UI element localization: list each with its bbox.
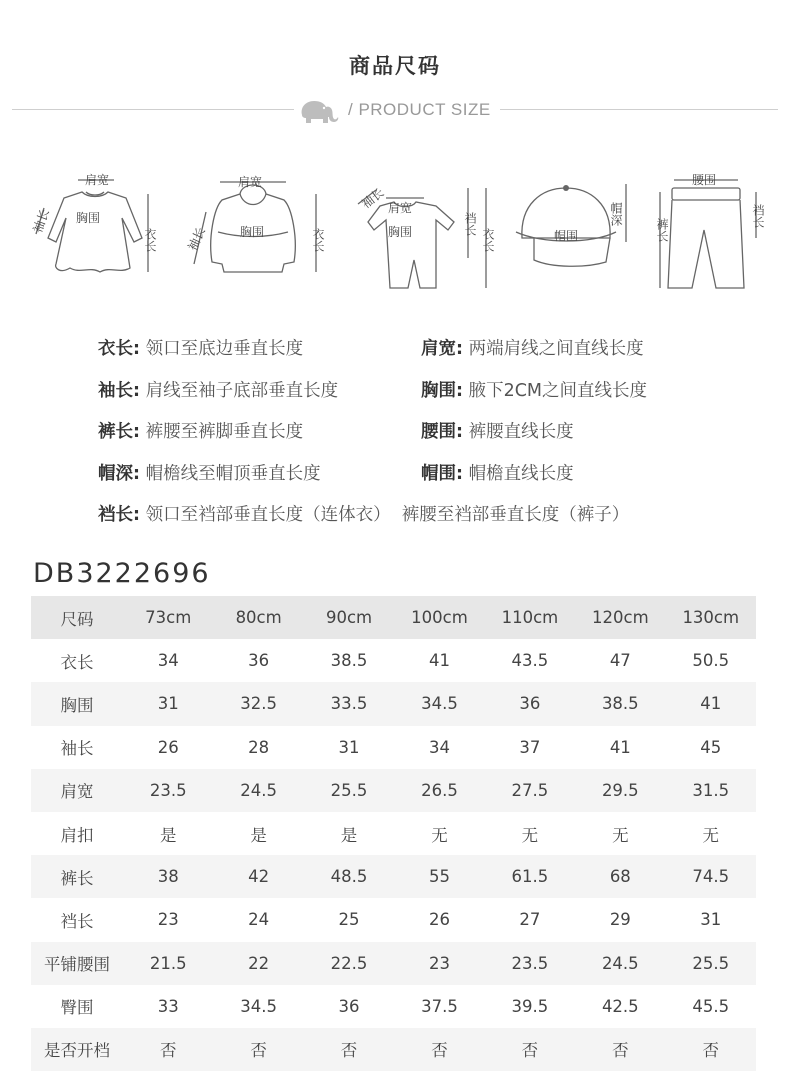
table-cell: 34 bbox=[157, 651, 179, 671]
table-cell: 无 bbox=[702, 825, 720, 845]
table-cell: 47 bbox=[609, 651, 631, 671]
dress-sleeve-label: 袖长 bbox=[30, 207, 52, 235]
garment-diagrams bbox=[20, 168, 780, 298]
cap-diagram bbox=[512, 168, 642, 288]
table-cell: 38.5 bbox=[601, 694, 639, 714]
table-cell: 50.5 bbox=[692, 651, 730, 671]
row-label: 肩扣 bbox=[60, 825, 94, 845]
subtitle-row bbox=[0, 95, 790, 125]
row-label: 是否开档 bbox=[44, 1041, 110, 1061]
table-cell: 25.5 bbox=[330, 780, 368, 800]
definition-row bbox=[98, 377, 778, 419]
table-cell: 26 bbox=[157, 737, 179, 757]
table-cell: 无 bbox=[521, 825, 539, 845]
table-cell: 37 bbox=[519, 737, 541, 757]
table-cell: 是 bbox=[250, 825, 267, 845]
measurement-definitions bbox=[98, 335, 778, 543]
table-cell: 29 bbox=[609, 910, 631, 930]
table-cell: 否 bbox=[431, 1041, 448, 1061]
cap-svg bbox=[512, 168, 642, 288]
table-cell: 否 bbox=[340, 1041, 358, 1061]
definition-item: 裤长: 裤腰至裤脚垂直长度 bbox=[98, 422, 304, 442]
table-cell: 42 bbox=[248, 867, 270, 887]
definition-item: 肩宽: 两端肩线之间直线长度 bbox=[421, 339, 644, 359]
table-cell: 否 bbox=[159, 1041, 177, 1061]
dress-diagram bbox=[30, 168, 165, 288]
divider-right bbox=[500, 109, 778, 110]
table-cell: 无 bbox=[431, 825, 448, 845]
table-cell: 26.5 bbox=[421, 780, 458, 800]
table-cell: 61.5 bbox=[511, 867, 549, 887]
elephant-icon bbox=[296, 95, 342, 125]
dress-svg bbox=[30, 168, 165, 288]
table-cell: 27.5 bbox=[511, 780, 549, 800]
table-row bbox=[31, 855, 756, 898]
hoodie-svg bbox=[180, 168, 330, 288]
table-cell: 31 bbox=[157, 694, 179, 714]
column-header: 100cm bbox=[411, 608, 468, 628]
table-cell: 31 bbox=[700, 910, 722, 930]
table-cell: 24 bbox=[248, 910, 270, 930]
table-cell: 74.5 bbox=[692, 867, 730, 887]
table-cell: 否 bbox=[521, 1041, 539, 1061]
table-cell: 42.5 bbox=[601, 996, 639, 1016]
dress-shoulder-label: 肩宽 bbox=[85, 173, 110, 187]
romper-shoulder-label: 肩宽 bbox=[388, 201, 413, 215]
romper-diagram bbox=[350, 168, 500, 293]
row-label: 平铺腰围 bbox=[44, 955, 110, 975]
table-cell: 23 bbox=[157, 910, 179, 930]
table-cell: 38 bbox=[157, 867, 179, 887]
table-cell: 否 bbox=[702, 1041, 720, 1061]
column-header: 90cm bbox=[325, 608, 373, 628]
pants-svg bbox=[652, 168, 772, 293]
table-cell: 45.5 bbox=[692, 996, 730, 1016]
column-header: 130cm bbox=[682, 608, 740, 628]
table-cell: 22 bbox=[248, 953, 270, 973]
table-row bbox=[31, 1028, 756, 1071]
product-code: DB3222696 bbox=[33, 558, 211, 589]
table-cell: 28 bbox=[248, 737, 270, 757]
column-header: 120cm bbox=[592, 608, 649, 628]
hoodie-shoulder-label: 肩宽 bbox=[238, 175, 263, 189]
table-cell: 34 bbox=[428, 737, 450, 757]
definition-item: 胸围: 腋下2CM之间直线长度 bbox=[421, 380, 648, 401]
table-cell: 34.5 bbox=[240, 996, 277, 1016]
pants-rise-label: 裆长 bbox=[751, 204, 765, 228]
definition-row bbox=[98, 335, 778, 377]
table-row bbox=[31, 639, 756, 682]
row-label: 裤长 bbox=[60, 868, 94, 888]
dress-chest-label: 胸围 bbox=[76, 211, 101, 225]
hoodie-chest-label: 胸围 bbox=[240, 225, 265, 239]
table-cell: 25.5 bbox=[692, 953, 730, 973]
table-cell: 34.5 bbox=[421, 694, 458, 714]
definition-row bbox=[98, 460, 778, 502]
table-cell: 31.5 bbox=[692, 780, 730, 800]
table-row bbox=[31, 769, 756, 812]
cap-circumference-label: 帽围 bbox=[554, 229, 579, 243]
table-cell: 32.5 bbox=[240, 694, 277, 714]
definition-row bbox=[98, 501, 778, 543]
definition-item: 腰围: 裤腰直线长度 bbox=[421, 422, 574, 442]
table-cell: 48.5 bbox=[330, 867, 368, 887]
table-cell: 无 bbox=[612, 825, 629, 845]
row-label: 肩宽 bbox=[60, 782, 94, 802]
table-cell: 41 bbox=[609, 737, 631, 757]
page-title: 商品尺码 bbox=[349, 54, 441, 78]
romper-length-label: 衣长 bbox=[481, 228, 495, 252]
table-cell: 24.5 bbox=[240, 780, 277, 800]
row-label: 衣长 bbox=[60, 652, 94, 672]
table-header-row bbox=[31, 596, 756, 639]
table-cell: 否 bbox=[250, 1041, 267, 1061]
table-cell: 55 bbox=[428, 867, 450, 887]
pants-waist-label: 腰围 bbox=[692, 173, 717, 187]
table-cell: 23 bbox=[428, 953, 450, 973]
table-cell: 23.5 bbox=[149, 780, 187, 800]
definition-item: 衣长: 领口至底边垂直长度 bbox=[98, 339, 304, 359]
table-cell: 25 bbox=[338, 910, 360, 930]
table-cell: 29.5 bbox=[601, 780, 639, 800]
dress-length-label: 衣长 bbox=[143, 228, 157, 252]
column-header: 73cm bbox=[145, 608, 192, 628]
table-cell: 否 bbox=[612, 1041, 629, 1061]
table-cell: 39.5 bbox=[511, 996, 549, 1016]
table-cell: 68 bbox=[609, 867, 631, 887]
table-cell: 31 bbox=[338, 737, 360, 757]
definition-item: 帽围: 帽檐直线长度 bbox=[421, 463, 574, 484]
table-cell: 38.5 bbox=[330, 651, 368, 671]
definition-item-rise: 裆长: 领口至裆部垂直长度（连体衣） 裤腰至裆部垂直长度（裤子） bbox=[98, 505, 630, 525]
hoodie-length-label: 衣长 bbox=[311, 228, 325, 252]
romper-svg bbox=[350, 168, 500, 293]
table-row bbox=[31, 985, 756, 1028]
table-cell: 41 bbox=[428, 651, 450, 671]
divider-left bbox=[12, 109, 294, 110]
table-cell: 43.5 bbox=[511, 651, 549, 671]
hoodie-diagram bbox=[180, 168, 330, 288]
pants-diagram bbox=[652, 168, 772, 293]
hoodie-sleeve-label: 袖长 bbox=[185, 225, 209, 253]
size-table bbox=[31, 596, 756, 1071]
table-cell: 36 bbox=[338, 996, 360, 1016]
row-label: 裆长 bbox=[60, 911, 94, 931]
subtitle-group bbox=[296, 95, 491, 125]
definition-item: 袖长: 肩线至袖子底部垂直长度 bbox=[98, 380, 339, 401]
table-cell: 37.5 bbox=[421, 996, 458, 1016]
table-cell: 33 bbox=[157, 996, 179, 1016]
table-cell: 41 bbox=[700, 694, 722, 714]
row-label: 胸围 bbox=[60, 695, 94, 715]
table-row bbox=[31, 812, 756, 855]
table-cell: 24.5 bbox=[601, 953, 639, 973]
table-row bbox=[31, 726, 756, 769]
table-cell: 是 bbox=[159, 825, 177, 845]
romper-chest-label: 胸围 bbox=[388, 225, 413, 239]
column-header: 尺码 bbox=[60, 609, 94, 629]
romper-sleeve-label: 袖长 bbox=[359, 185, 387, 212]
table-cell: 26 bbox=[428, 910, 450, 930]
table-cell: 27 bbox=[519, 910, 541, 930]
definition-item: 帽深: 帽檐线至帽顶垂直长度 bbox=[98, 463, 321, 484]
table-cell: 36 bbox=[519, 694, 541, 714]
table-row bbox=[31, 942, 756, 985]
row-label: 袖长 bbox=[60, 739, 94, 759]
column-header: 80cm bbox=[235, 608, 282, 628]
table-row bbox=[31, 898, 756, 941]
table-cell: 45 bbox=[700, 737, 722, 757]
table-cell: 22.5 bbox=[330, 953, 368, 973]
pants-length-label: 裤长 bbox=[655, 218, 669, 242]
definition-row bbox=[98, 418, 778, 460]
table-cell: 是 bbox=[340, 825, 358, 845]
table-cell: 33.5 bbox=[330, 694, 368, 714]
table-row bbox=[31, 682, 756, 725]
cap-depth-label: 帽深 bbox=[609, 202, 623, 226]
table-cell: 23.5 bbox=[511, 953, 549, 973]
romper-rise-label: 裆长 bbox=[463, 212, 477, 236]
subtitle-text: / PRODUCT SIZE bbox=[348, 100, 491, 119]
column-header: 110cm bbox=[501, 608, 559, 628]
row-label: 臀围 bbox=[60, 998, 94, 1018]
table-cell: 36 bbox=[248, 651, 270, 671]
table-cell: 21.5 bbox=[149, 953, 187, 973]
